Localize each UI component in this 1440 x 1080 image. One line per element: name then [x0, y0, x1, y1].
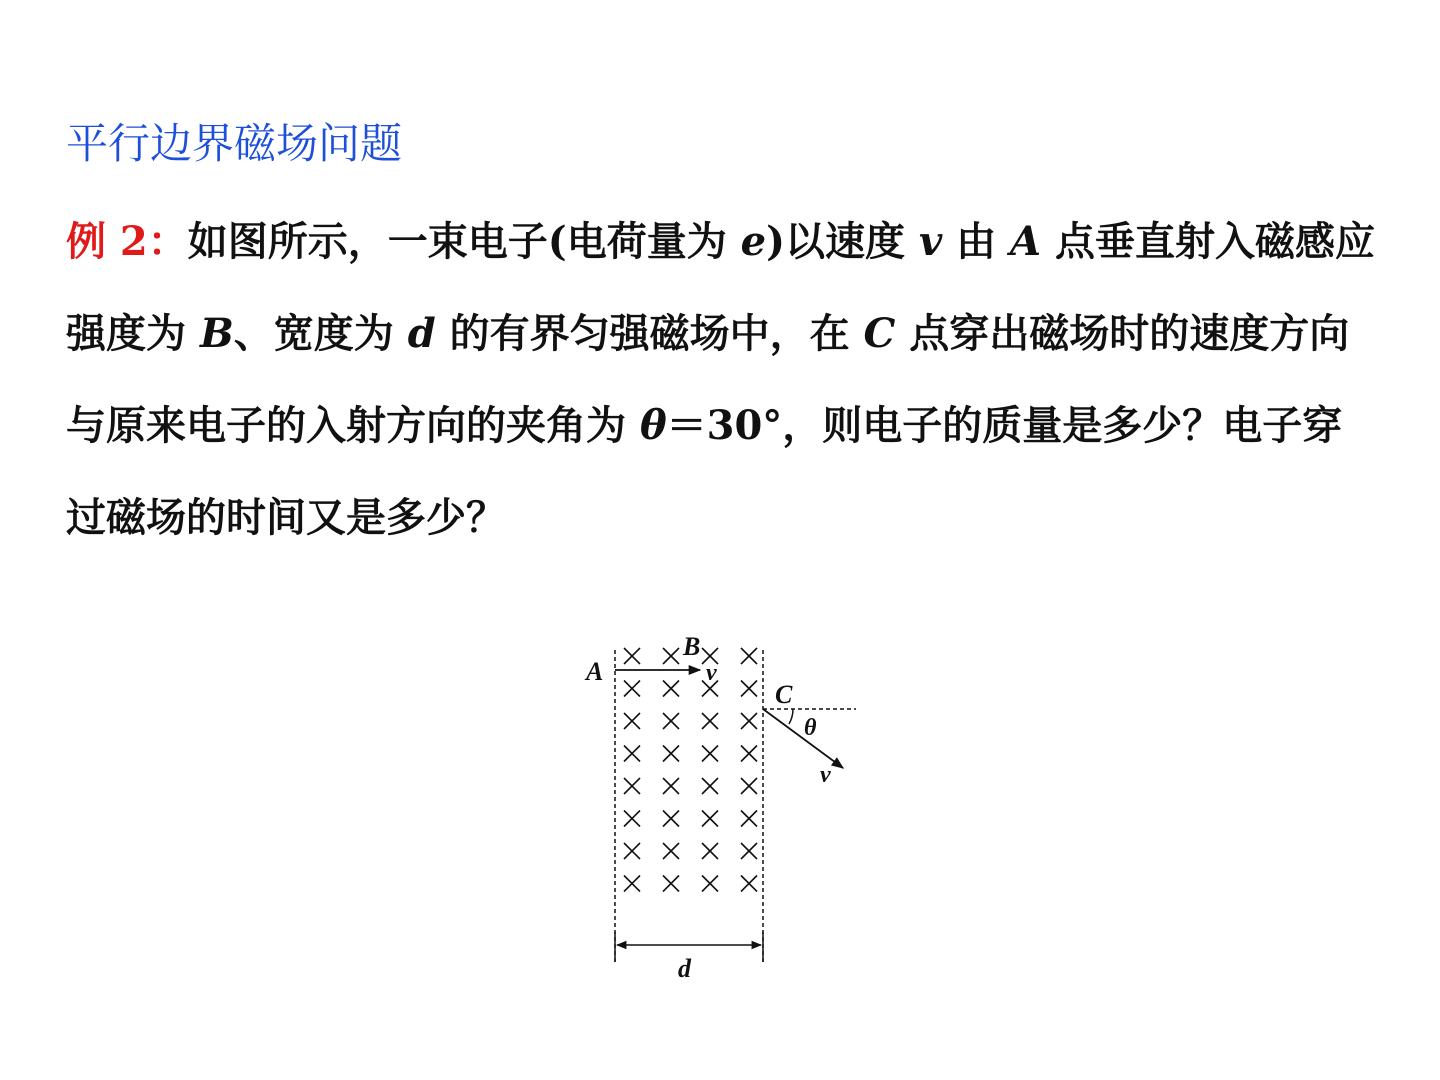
exit-velocity-arrow	[763, 709, 843, 768]
problem-text-4: 点垂直射入磁感应强度为	[66, 218, 1376, 357]
var-v: v	[918, 218, 943, 265]
field-cross-mark	[702, 778, 718, 794]
field-cross-mark	[741, 648, 757, 664]
field-cross-mark	[624, 778, 640, 794]
diagram-svg	[560, 620, 880, 1000]
field-cross-mark	[702, 876, 718, 892]
field-cross-mark	[624, 713, 640, 729]
field-cross-mark	[741, 843, 757, 859]
problem-text-8: ＝30°，则电子的质量是多少？电子穿过磁场的时间又是多少？	[66, 402, 1343, 541]
problem-text-7: 点穿出磁场时的速度方向与原来电子的入射方向的夹角为	[66, 310, 1350, 449]
field-cross-mark	[663, 681, 679, 697]
magnetic-field-diagram	[560, 620, 880, 1000]
example-label: 例 2：	[66, 218, 188, 265]
label-v-in: v	[706, 660, 717, 686]
field-cross-mark	[663, 778, 679, 794]
var-C: C	[863, 310, 896, 357]
field-cross-mark	[741, 778, 757, 794]
theta-arc	[789, 709, 793, 724]
section-heading: 平行边界磁场问题	[66, 119, 403, 168]
label-v-out: v	[820, 762, 831, 788]
field-cross-mark	[624, 746, 640, 762]
field-cross-mark	[663, 746, 679, 762]
field-crosses	[624, 648, 757, 892]
field-cross-mark	[702, 811, 718, 827]
problem-text-5: 、宽度为	[233, 310, 408, 357]
field-cross-mark	[624, 648, 640, 664]
var-e: e	[740, 218, 767, 265]
problem-text	[66, 196, 1376, 564]
label-theta: θ	[804, 715, 817, 741]
field-cross-mark	[663, 876, 679, 892]
problem-text-6: 的有界匀强磁场中，在	[435, 310, 864, 357]
field-cross-mark	[741, 713, 757, 729]
field-cross-mark	[741, 811, 757, 827]
field-cross-mark	[624, 681, 640, 697]
problem-text-2: )以速度	[766, 218, 919, 265]
var-theta: θ	[639, 402, 667, 449]
field-cross-mark	[702, 843, 718, 859]
field-cross-mark	[624, 843, 640, 859]
problem-text-1: 如图所示，一束电子(电荷量为	[187, 218, 741, 265]
field-cross-mark	[663, 843, 679, 859]
label-C: C	[775, 680, 793, 709]
field-cross-mark	[702, 746, 718, 762]
field-cross-mark	[702, 713, 718, 729]
field-cross-mark	[741, 681, 757, 697]
field-cross-mark	[624, 811, 640, 827]
field-cross-mark	[663, 648, 679, 664]
field-cross-mark	[741, 876, 757, 892]
label-A: A	[586, 657, 604, 686]
field-cross-mark	[741, 746, 757, 762]
var-A: A	[1010, 218, 1042, 265]
label-B: B	[683, 632, 701, 661]
field-cross-mark	[624, 876, 640, 892]
field-cross-mark	[663, 713, 679, 729]
field-cross-mark	[663, 811, 679, 827]
var-B: B	[199, 310, 234, 357]
var-d: d	[407, 310, 436, 357]
label-d: d	[678, 954, 691, 983]
problem-text-3: 由	[942, 218, 1011, 265]
